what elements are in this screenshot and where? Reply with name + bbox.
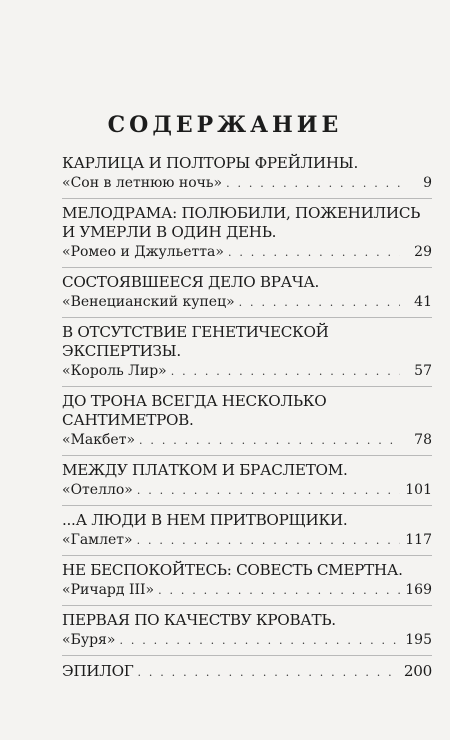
page-number: 57 [414, 363, 432, 379]
epilogue-label: ЭПИЛОГ [62, 662, 134, 680]
toc-row [62, 661, 432, 683]
chapter-title: СОСТОЯВШЕЕСЯ ДЕЛО ВРАЧА. [62, 273, 320, 291]
toc-entry [62, 506, 432, 556]
play-title: «Король Лир» [62, 363, 167, 379]
table-of-contents [62, 149, 432, 687]
chapter-title: МЕЖДУ ПЛАТКОМ И БРАСЛЕТОМ. [62, 461, 348, 479]
play-title: «Макбет» [62, 432, 136, 448]
toc-entry-epilogue [62, 656, 432, 687]
chapter-title: И УМЕРЛИ В ОДИН ДЕНЬ. [62, 223, 277, 241]
dot-leader [228, 243, 400, 263]
chapter-title: КАРЛИЦА И ПОЛТОРЫ ФРЕЙЛИНЫ. [62, 154, 358, 172]
chapter-title: ЭКСПЕРТИЗЫ. [62, 342, 181, 360]
dot-leader [137, 531, 400, 551]
page-number: 9 [423, 175, 432, 191]
toc-row [62, 530, 432, 551]
toc-entry [62, 456, 432, 506]
toc-entry [62, 556, 432, 606]
page-number: 41 [414, 294, 432, 310]
dot-leader [138, 663, 400, 683]
play-title: «Гамлет» [62, 532, 133, 548]
toc-row [62, 630, 432, 651]
dot-leader [158, 581, 400, 601]
page-number: 117 [405, 532, 432, 548]
page-number: 29 [414, 244, 432, 260]
chapter-title: САНТИМЕТРОВ. [62, 411, 194, 429]
toc-row [62, 242, 432, 263]
play-title: «Отелло» [62, 482, 133, 498]
toc-entry [62, 387, 432, 456]
play-title: «Ричард III» [62, 582, 155, 598]
toc-entry [62, 149, 432, 199]
dot-leader [139, 431, 400, 451]
chapter-title: МЕЛОДРАМА: ПОЛЮБИЛИ, ПОЖЕНИЛИСЬ [62, 204, 421, 222]
dot-leader [226, 174, 400, 194]
page-number: 195 [405, 632, 432, 648]
page-number: 169 [405, 582, 432, 598]
page-number: 200 [403, 662, 432, 680]
dot-leader [119, 631, 400, 651]
play-title: «Сон в летнюю ночь» [62, 175, 223, 191]
toc-entry [62, 199, 432, 268]
chapter-title: ...А ЛЮДИ В НЕМ ПРИТВОРЩИКИ. [62, 511, 348, 529]
play-title: «Венецианский купец» [62, 294, 235, 310]
toc-entry [62, 268, 432, 318]
toc-row [62, 430, 432, 451]
toc-row [62, 580, 432, 601]
play-title: «Ромео и Джульетта» [62, 244, 224, 260]
dot-leader [171, 362, 400, 382]
dot-leader [239, 293, 400, 313]
chapter-title: ДО ТРОНА ВСЕГДА НЕСКОЛЬКО [62, 392, 327, 410]
dot-leader [137, 481, 400, 501]
toc-entry [62, 318, 432, 387]
chapter-title: НЕ БЕСПОКОЙТЕСЬ: СОВЕСТЬ СМЕРТНА. [62, 561, 403, 579]
page-number: 101 [405, 482, 432, 498]
chapter-title: В ОТСУТСТВИЕ ГЕНЕТИЧЕСКОЙ [62, 323, 329, 341]
play-title: «Буря» [62, 632, 116, 648]
chapter-title: ПЕРВАЯ ПО КАЧЕСТВУ КРОВАТЬ. [62, 611, 336, 629]
page-number: 78 [414, 432, 432, 448]
toc-row [62, 173, 432, 194]
toc-row [62, 292, 432, 313]
page-title: СОДЕРЖАНИЕ [107, 112, 343, 138]
toc-row [62, 480, 432, 501]
toc-entry [62, 606, 432, 656]
toc-row [62, 361, 432, 382]
